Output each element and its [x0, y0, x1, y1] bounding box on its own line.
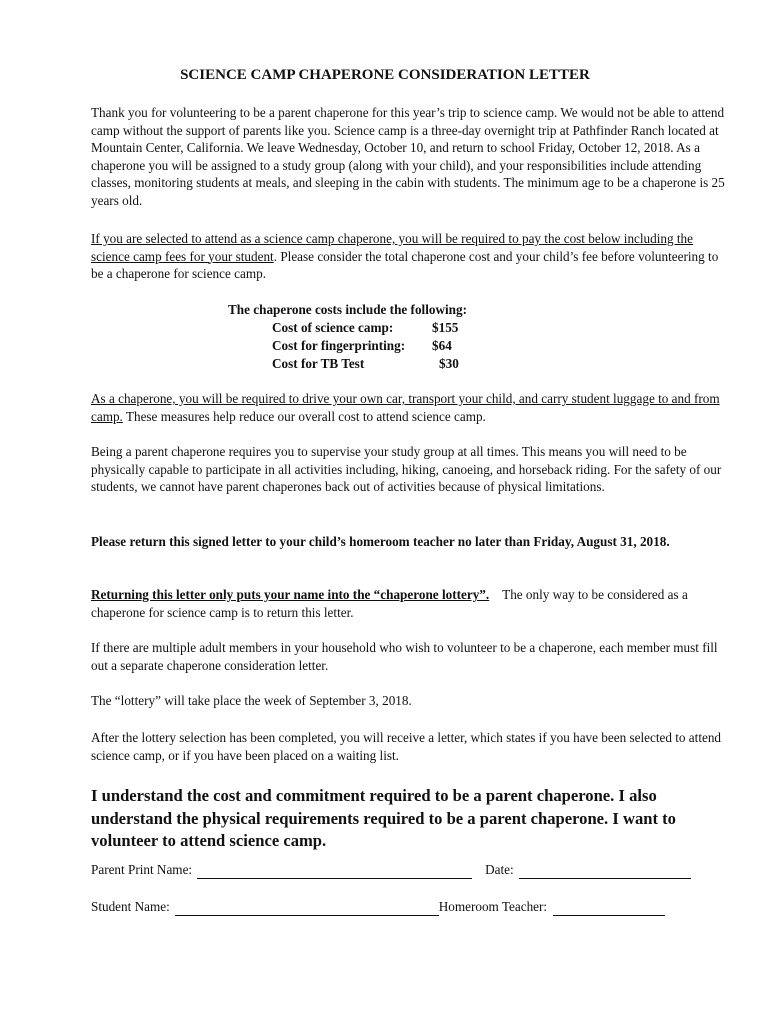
transport-underlined: As a chaperone, you will be required to drive your own car, transport your child, and carry student luggage to and from camp. — [91, 391, 720, 424]
cost-item-label: Cost for TB Test — [272, 356, 365, 371]
cost-list-heading: The chaperone costs include the following: — [228, 302, 467, 317]
cost-item — [228, 337, 467, 355]
cost-item-amount: $30 — [439, 356, 459, 371]
homeroom-teacher-field[interactable] — [553, 901, 665, 916]
page-title: SCIENCE CAMP CHAPERONE CONSIDERATION LETTER — [180, 67, 590, 83]
parent-name-field[interactable] — [197, 864, 472, 879]
lottery-rest: The only way to be considered as a chaperone for science camp is to return this letter. — [91, 587, 692, 620]
physical-paragraph: Being a parent chaperone requires you to supervise your study group at all times. This means you will need to be physically capable to participate in all activities including, hiking, canoeing, and horseback riding. For the safety of our students, we cannot have parent chaperones back out of activities because of physical limitations. — [91, 444, 722, 495]
cost-item — [228, 319, 467, 337]
lottery-paragraph — [91, 586, 731, 621]
parent-name-label: Parent Print Name: — [91, 862, 193, 877]
cost-notice-underlined: If you are selected to attend as a science camp chaperone, you will be required to pay the cost below including the science camp fees for your student — [91, 231, 694, 264]
student-name-row — [91, 898, 665, 916]
parent-name-row — [91, 861, 691, 879]
cost-notice-paragraph — [91, 230, 731, 283]
after-lottery-paragraph: After the lottery selection has been completed, you will receive a letter, which states if you have been selected to attend science camp, or if you have been placed on a waiting list. — [91, 730, 722, 763]
cost-item-label: Cost of science camp: — [272, 320, 394, 335]
cost-list — [228, 301, 467, 373]
commitment-statement: I understand the cost and commitment required to be a parent chaperone. I also understand the physical requirements required to be a parent chaperone. I want to volunteer to attend science camp. — [91, 786, 676, 850]
transport-rest: These measures help reduce our overall cost to attend science camp. — [122, 408, 486, 424]
student-name-label: Student Name: — [91, 899, 170, 914]
transport-paragraph — [91, 390, 731, 425]
multiple-adults-paragraph: If there are multiple adult members in your household who wish to volunteer to be a chaperone, each member must fill out a separate chaperone consideration letter. — [91, 640, 718, 673]
cost-item — [228, 355, 467, 373]
cost-item-amount: $64 — [432, 338, 452, 353]
cost-notice-rest: . Please consider the total chaperone cost and your child’s fee before volunteering to be a chaperone for science camp. — [91, 248, 719, 282]
student-name-field[interactable] — [175, 901, 439, 916]
intro-paragraph: Thank you for volunteering to be a parent chaperone for this year’s trip to science camp. We would not be able to attend camp without the support of parents like you. Science camp is a three-day overnight trip at Pathfinder Ranch located at Mountain Center, California. We leave Wednesday, October 10, and return to school Friday, October 12, 2018. As a chaperone you will be assigned to a study group (along with your child), and your responsibilities include attending classes, monitoring students at meals, and sleeping in the cabin with students. The minimum age to be a chaperone is 25 years old. — [91, 105, 725, 208]
homeroom-teacher-label: Homeroom Teacher: — [438, 899, 548, 914]
cost-item-label: Cost for fingerprinting: — [272, 338, 406, 353]
lottery-underlined: Returning this letter only puts your name into the “chaperone lottery”. — [91, 587, 490, 602]
cost-item-amount: $155 — [432, 320, 459, 335]
return-deadline-paragraph: Please return this signed letter to your child’s homeroom teacher no later than Friday, August 31, 2018. — [91, 534, 670, 549]
lottery-date-paragraph: The “lottery” will take place the week of September 3, 2018. — [91, 693, 412, 708]
date-field[interactable] — [519, 864, 691, 879]
date-label: Date: — [485, 862, 514, 877]
